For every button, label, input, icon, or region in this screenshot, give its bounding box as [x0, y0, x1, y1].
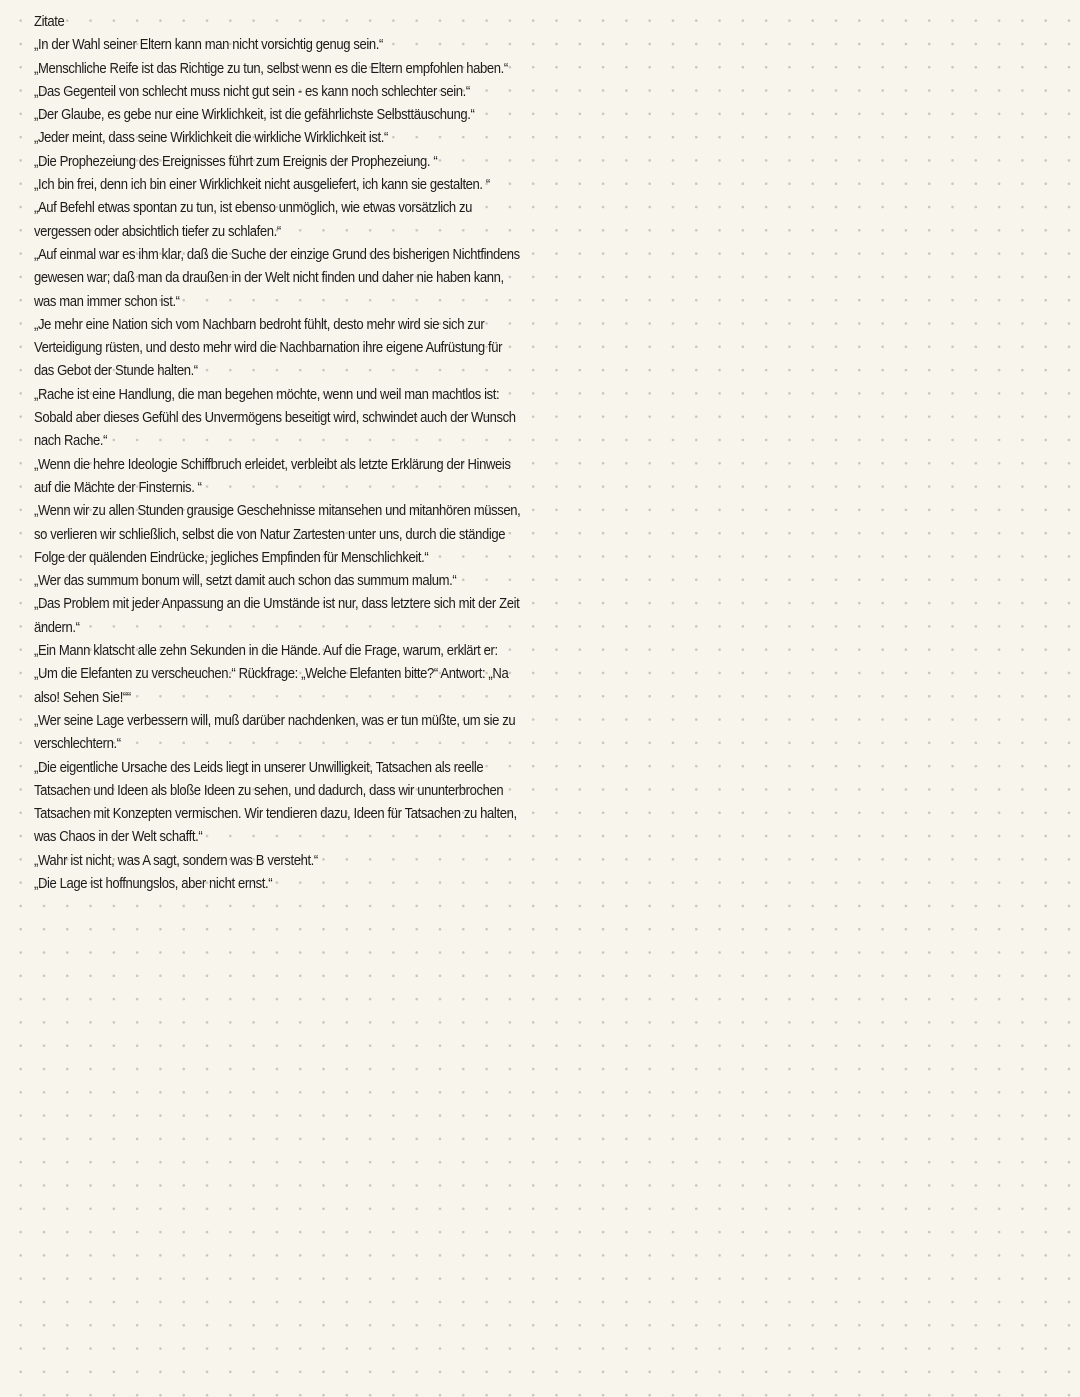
quote-item: „Das Gegenteil von schlecht muss nicht gut sein - es kann noch schlechter sein.“ — [34, 82, 470, 100]
quote-item: „Wer seine Lage verbessern will, muß darüber nachdenken, was er tun müßte, um sie zu verschlechtern.“ — [34, 711, 516, 753]
quote-item: „Rache ist eine Handlung, die man begehen möchte, wenn und weil man machtlos ist: Sobald aber dieses Gefühl des Unvermögens beseitigt wird, schwindet auch der Wunsch nach Rache.“ — [34, 385, 516, 450]
quote-item: „Wenn wir zu allen Stunden grausige Geschehnisse mitansehen und mitanhören müssen, so verlieren wir schließlich, selbst die von Natur Zartesten unter uns, durch die ständige Folge der quälenden Eindrücke, jegliches Empfinden für Menschlichkeit.“ — [34, 502, 521, 566]
quote-list — [34, 10, 521, 895]
quote-item: „Menschliche Reife ist das Richtige zu tun, selbst wenn es die Eltern empfohlen haben.“ — [34, 59, 508, 77]
quote-item: „Der Glaube, es gebe nur eine Wirklichkeit, ist die gefährlichste Selbsttäuschung.“ — [34, 106, 475, 124]
quote-item: „Wer das summum bonum will, setzt damit auch schon das summum malum.“ — [34, 572, 457, 590]
quote-item: „Ein Mann klatscht alle zehn Sekunden in die Hände. Auf die Frage, warum, erklärt er: „Um die Elefanten zu verscheuchen.“ Rückfrage: „Welche Elefanten bitte?“ Antwort: „Na also! Sehen Sie!““ — [34, 642, 509, 706]
quote-item: „Wenn die hehre Ideologie Schiffbruch erleidet, verbleibt als letzte Erklärung der Hinweis auf die Mächte der Finsternis. “ — [34, 455, 511, 496]
quote-item: „Die Prophezeiung des Ereignisses führt zum Ereignis der Prophezeiung. “ — [34, 152, 438, 170]
quote-item: „Jeder meint, dass seine Wirklichkeit die wirkliche Wirklichkeit ist.“ — [34, 129, 388, 147]
quote-item: „Auf einmal war es ihm klar, daß die Suche der einzige Grund des bisherigen Nichtfindens gewesen war; daß man da draußen in der Welt nicht finden und daher nie haben kann, was man immer schon ist.“ — [34, 245, 520, 310]
quote-item: „Wahr ist nicht, was A sagt, sondern was B versteht.“ — [34, 851, 318, 869]
quote-item: „Die eigentliche Ursache des Leids liegt in unserer Unwilligkeit, Tatsachen als reelle Tatsachen und Ideen als bloße Ideen zu sehen, und dadurch, dass wir ununterbrochen Tatsachen mit Konzepten vermischen. Wir tendieren dazu, Ideen für Tatsachen zu halten, was Chaos in der Welt schafft.“ — [34, 758, 517, 846]
quote-item: „Das Problem mit jeder Anpassung an die Umstände ist nur, dass letztere sich mit der Zeit ändern.“ — [34, 595, 520, 636]
quote-item: „Je mehr eine Nation sich vom Nachbarn bedroht fühlt, desto mehr wird sie sich zur Verteidigung rüsten, und desto mehr wird die Nachbarnation ihre eigene Aufrüstung für das Gebot der Stunde halten.“ — [34, 315, 503, 380]
quote-item: „In der Wahl seiner Eltern kann man nicht vorsichtig genug sein.“ — [34, 36, 383, 54]
page-title: Zitate — [34, 13, 65, 30]
quote-item: „Ich bin frei, denn ich bin einer Wirklichkeit nicht ausgeliefert, ich kann sie gestalten. “ — [34, 176, 490, 194]
quote-item: „Auf Befehl etwas spontan zu tun, ist ebenso unmöglich, wie etwas vorsätzlich zu vergessen oder absichtlich tiefer zu schlafen.“ — [34, 199, 473, 240]
quote-item: „Die Lage ist hoffnungslos, aber nicht ernst.“ — [34, 874, 273, 892]
